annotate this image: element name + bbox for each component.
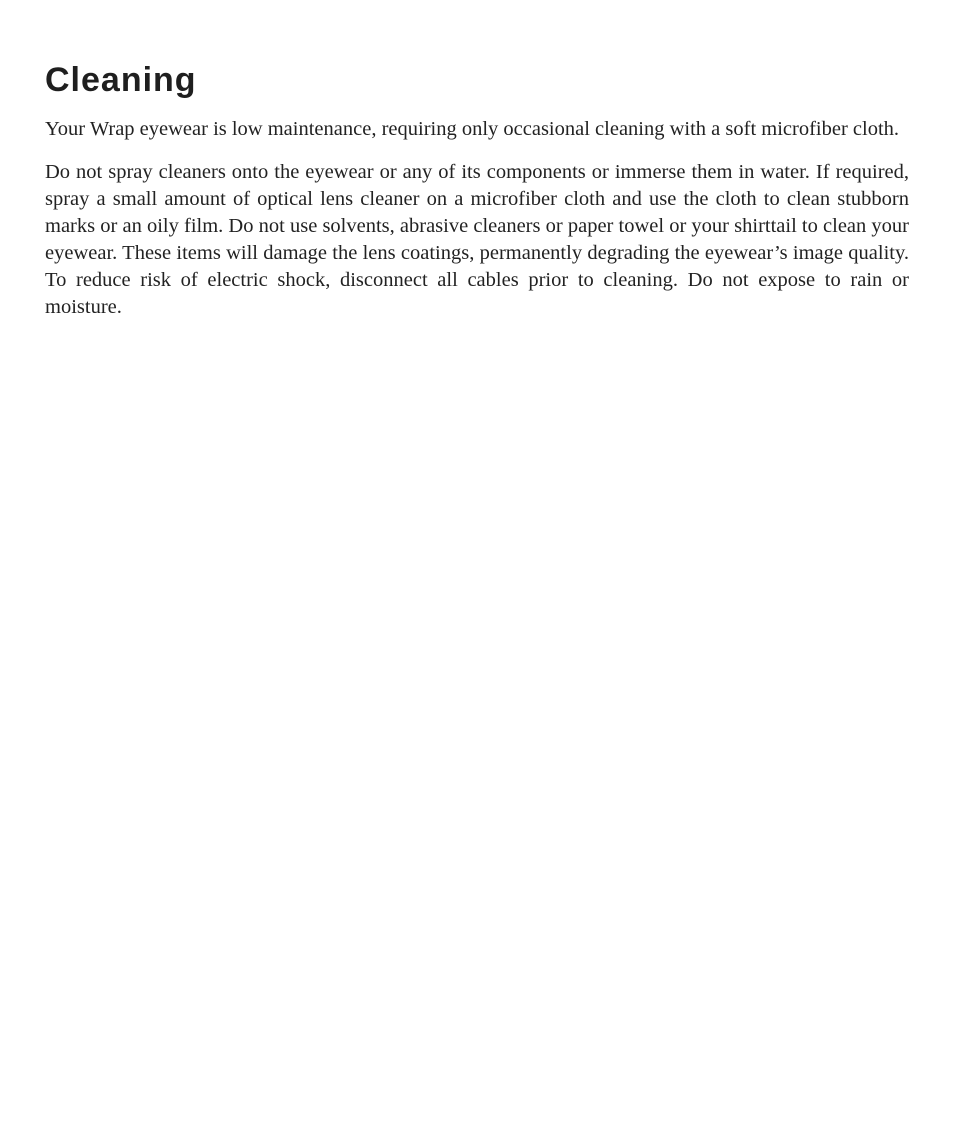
section-heading: Cleaning xyxy=(45,61,197,99)
cleaning-instructions-paragraph: Do not spray cleaners onto the eyewear or any of its components or immerse them in water. If required, spray a small amount of optical lens cleaner on a microfiber cloth and use the cloth to clean stubborn marks or an oily film. Do not use solvents, abrasive cleaners or paper towel or your shirttail to clean your eyewear. These items will damage the lens coatings, permanently degrading the eyewear’s image quality. To reduce risk of electric shock, disconnect all cables prior to cleaning. Do not expose to rain or moisture. xyxy=(45,161,909,318)
document-page xyxy=(45,58,909,337)
intro-paragraph: Your Wrap eyewear is low maintenance, requiring only occasional cleaning with a soft microfiber cloth. xyxy=(45,118,900,140)
